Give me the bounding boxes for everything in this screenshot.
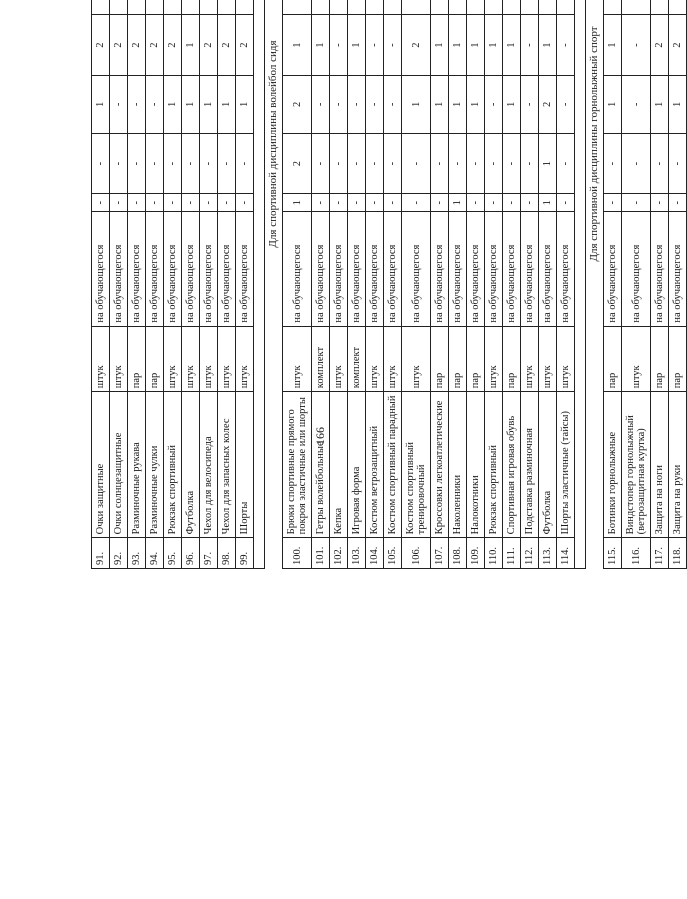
quantity-cell: - (521, 133, 539, 193)
quantity-cell (283, 0, 312, 15)
table-row (539, 0, 557, 569)
row-number-cell: 99. (236, 538, 254, 569)
quantity-cell: - (384, 75, 402, 133)
quantity-cell: - (521, 194, 539, 212)
quantity-cell: 1 (449, 194, 467, 212)
section-title: Для спортивной дисциплины волейбол сидя (265, 0, 283, 569)
unit-cell: пар (128, 326, 146, 392)
quantity-cell: - (128, 133, 146, 193)
quantity-cell: 2 (128, 15, 146, 75)
quantity-cell: - (236, 194, 254, 212)
basis-cell: на обучающегося (312, 212, 330, 326)
basis-cell: на обучающегося (449, 212, 467, 326)
quantity-cell: - (236, 133, 254, 193)
quantity-cell (110, 0, 128, 15)
row-number-cell: 103. (348, 538, 366, 569)
quantity-cell: - (366, 15, 384, 75)
rotated-table-container (91, 0, 683, 569)
basis-cell: на обучающегося (110, 212, 128, 326)
basis-cell: на обучающегося (485, 212, 503, 326)
unit-cell: штук (366, 326, 384, 392)
quantity-cell: - (312, 133, 330, 193)
quantity-cell: - (521, 15, 539, 75)
row-number-cell: 104. (366, 538, 384, 569)
quantity-cell: 1 (218, 75, 236, 133)
table-row (312, 0, 330, 569)
item-name-cell: Подставка разминочная (521, 392, 539, 538)
table-row (236, 0, 254, 569)
quantity-cell: - (651, 133, 669, 193)
quantity-cell: - (622, 194, 651, 212)
quantity-cell: - (557, 15, 575, 75)
table-row (128, 0, 146, 569)
unit-cell: штук (402, 326, 431, 392)
unit-cell: штук (200, 326, 218, 392)
quantity-cell: - (557, 133, 575, 193)
section-title: Для спортивной дисциплины горнолыжный спорт (586, 0, 604, 569)
quantity-cell: - (92, 194, 110, 212)
row-number-cell: 117. (651, 538, 669, 569)
quantity-cell: 1 (449, 75, 467, 133)
basis-cell: на обучающегося (622, 212, 651, 326)
basis-cell: на обучающегося (330, 212, 348, 326)
basis-cell: на обучающегося (366, 212, 384, 326)
basis-cell: на обучающегося (182, 212, 200, 326)
quantity-cell: 1 (182, 15, 200, 75)
item-name-cell: Брюки спортивные прямого покроя эластичные или шорты (283, 392, 312, 538)
quantity-cell: - (604, 194, 622, 212)
quantity-cell: 1 (164, 75, 182, 133)
quantity-cell: - (467, 133, 485, 193)
quantity-cell: - (651, 194, 669, 212)
quantity-cell: - (128, 194, 146, 212)
item-name-cell: Ботинки горнолыжные (604, 392, 622, 538)
table-row (521, 0, 539, 569)
table-row (200, 0, 218, 569)
quantity-cell: - (110, 75, 128, 133)
item-name-cell: Разминочные рукава (128, 392, 146, 538)
item-name-cell: Налокотники (467, 392, 485, 538)
spacer-cell (254, 0, 265, 569)
quantity-cell (604, 0, 622, 15)
basis-cell: на обучающегося (348, 212, 366, 326)
quantity-cell: - (330, 133, 348, 193)
item-name-cell: Рюкзак спортивный (485, 392, 503, 538)
quantity-cell: - (485, 194, 503, 212)
quantity-cell: 1 (182, 75, 200, 133)
quantity-cell: - (348, 133, 366, 193)
quantity-cell (651, 0, 669, 15)
table-row (402, 0, 431, 569)
quantity-cell: - (449, 133, 467, 193)
item-name-cell: Костюм ветрозащитный (366, 392, 384, 538)
quantity-cell: - (557, 75, 575, 133)
item-name-cell: Футболка (539, 392, 557, 538)
quantity-cell: 1 (348, 15, 366, 75)
unit-cell: пар (604, 326, 622, 392)
unit-cell: пар (146, 326, 164, 392)
basis-cell: на обучающегося (146, 212, 164, 326)
quantity-cell (431, 0, 449, 15)
unit-cell: пар (651, 326, 669, 392)
quantity-cell (557, 0, 575, 15)
quantity-cell: 2 (651, 15, 669, 75)
quantity-cell: 1 (283, 15, 312, 75)
quantity-cell (503, 0, 521, 15)
unit-cell: штук (384, 326, 402, 392)
quantity-cell (92, 0, 110, 15)
quantity-cell: 2 (669, 15, 687, 75)
quantity-cell (348, 0, 366, 15)
quantity-cell: 1 (604, 15, 622, 75)
row-number-cell: 95. (164, 538, 182, 569)
basis-cell: на обучающегося (557, 212, 575, 326)
row-number-cell: 106. (402, 538, 431, 569)
table-row (384, 0, 402, 569)
row-number-cell: 108. (449, 538, 467, 569)
quantity-cell: 2 (92, 15, 110, 75)
unit-cell: пар (669, 326, 687, 392)
row-number-cell: 98. (218, 538, 236, 569)
table-row (146, 0, 164, 569)
quantity-cell: - (330, 194, 348, 212)
item-name-cell: Спортивная игровая обувь (503, 392, 521, 538)
basis-cell: на обучающегося (539, 212, 557, 326)
table-row (92, 0, 110, 569)
row-number-cell: 115. (604, 538, 622, 569)
quantity-cell (622, 0, 651, 15)
table-row (164, 0, 182, 569)
table-row (218, 0, 236, 569)
table-row (366, 0, 384, 569)
quantity-cell: 1 (312, 15, 330, 75)
basis-cell: на обучающегося (164, 212, 182, 326)
quantity-cell: - (348, 194, 366, 212)
quantity-cell: - (604, 133, 622, 193)
quantity-cell: 2 (402, 15, 431, 75)
quantity-cell: 1 (539, 133, 557, 193)
quantity-cell (128, 0, 146, 15)
quantity-cell: - (485, 133, 503, 193)
quantity-cell: 2 (283, 75, 312, 133)
quantity-cell (218, 0, 236, 15)
quantity-cell: - (146, 133, 164, 193)
item-name-cell: Чехол для запасных колес (218, 392, 236, 538)
quantity-cell: - (485, 75, 503, 133)
quantity-cell: - (557, 194, 575, 212)
table-row (431, 0, 449, 569)
quantity-cell (200, 0, 218, 15)
quantity-cell: 1 (467, 15, 485, 75)
basis-cell: на обучающегося (604, 212, 622, 326)
quantity-cell: - (384, 15, 402, 75)
table-row (348, 0, 366, 569)
quantity-cell: 2 (164, 15, 182, 75)
quantity-cell (539, 0, 557, 15)
table-row (330, 0, 348, 569)
table-body (92, 0, 687, 569)
unit-cell: пар (431, 326, 449, 392)
unit-cell: штук (182, 326, 200, 392)
quantity-cell: - (503, 133, 521, 193)
table-row (622, 0, 651, 569)
quantity-cell: 1 (200, 75, 218, 133)
row-number-cell: 101. (312, 538, 330, 569)
quantity-cell: 1 (431, 15, 449, 75)
unit-cell: штук (622, 326, 651, 392)
table-row (669, 0, 687, 569)
item-name-cell: Чехол для велосипеда (200, 392, 218, 538)
quantity-cell: - (384, 133, 402, 193)
spacer-row (575, 0, 586, 569)
row-number-cell: 91. (92, 538, 110, 569)
row-number-cell: 96. (182, 538, 200, 569)
row-number-cell: 113. (539, 538, 557, 569)
item-name-cell: Костюм спортивный парадный (384, 392, 402, 538)
quantity-cell: - (218, 133, 236, 193)
basis-cell: на обучающегося (218, 212, 236, 326)
row-number-cell: 100. (283, 538, 312, 569)
basis-cell: на обучающегося (669, 212, 687, 326)
spacer-cell (575, 0, 586, 569)
quantity-cell: - (669, 133, 687, 193)
unit-cell: штук (92, 326, 110, 392)
quantity-cell: - (402, 194, 431, 212)
quantity-cell: - (146, 75, 164, 133)
quantity-cell: - (402, 133, 431, 193)
quantity-cell (164, 0, 182, 15)
item-name-cell: Гетры волейбольные (312, 392, 330, 538)
quantity-cell: 1 (283, 194, 312, 212)
table-row (467, 0, 485, 569)
unit-cell: пар (449, 326, 467, 392)
basis-cell: на обучающегося (236, 212, 254, 326)
basis-cell: на обучающегося (384, 212, 402, 326)
quantity-cell: 1 (402, 75, 431, 133)
row-number-cell: 111. (503, 538, 521, 569)
item-name-cell: Шорты эластичные (тайсы) (557, 392, 575, 538)
quantity-cell (366, 0, 384, 15)
quantity-cell: 2 (539, 75, 557, 133)
quantity-cell: 1 (539, 15, 557, 75)
table-row (485, 0, 503, 569)
item-name-cell: Очки защитные (92, 392, 110, 538)
unit-cell: штук (330, 326, 348, 392)
unit-cell: штук (557, 326, 575, 392)
quantity-cell: 2 (218, 15, 236, 75)
quantity-cell: - (330, 15, 348, 75)
quantity-cell: 1 (669, 75, 687, 133)
quantity-cell: - (200, 194, 218, 212)
quantity-cell: 2 (283, 133, 312, 193)
item-name-cell: Виндстопер горнолыжный (ветрозащитная куртка) (622, 392, 651, 538)
quantity-cell (182, 0, 200, 15)
unit-cell: пар (503, 326, 521, 392)
unit-cell: штук (164, 326, 182, 392)
table-row (503, 0, 521, 569)
quantity-cell: - (164, 133, 182, 193)
basis-cell: на обучающегося (651, 212, 669, 326)
quantity-cell: 2 (146, 15, 164, 75)
basis-cell: на обучающегося (200, 212, 218, 326)
quantity-cell: - (366, 75, 384, 133)
section-header-row (586, 0, 604, 569)
row-number-cell: 92. (110, 538, 128, 569)
quantity-cell: - (431, 133, 449, 193)
row-number-cell: 94. (146, 538, 164, 569)
quantity-cell: - (110, 194, 128, 212)
quantity-cell (146, 0, 164, 15)
quantity-cell: 1 (539, 194, 557, 212)
quantity-cell: 1 (485, 15, 503, 75)
quantity-cell: - (182, 133, 200, 193)
quantity-cell (669, 0, 687, 15)
quantity-cell: 1 (503, 15, 521, 75)
unit-cell: штук (236, 326, 254, 392)
row-number-cell: 97. (200, 538, 218, 569)
quantity-cell: - (384, 194, 402, 212)
quantity-cell: - (622, 75, 651, 133)
quantity-cell: - (622, 15, 651, 75)
section-header-row (265, 0, 283, 569)
item-name-cell: Защита на ноги (651, 392, 669, 538)
item-name-cell: Рюкзак спортивный (164, 392, 182, 538)
table-row (283, 0, 312, 569)
basis-cell: на обучающегося (521, 212, 539, 326)
quantity-cell: - (622, 133, 651, 193)
spacer-row (254, 0, 265, 569)
quantity-cell (402, 0, 431, 15)
quantity-cell (384, 0, 402, 15)
unit-cell: комплект (312, 326, 330, 392)
item-name-cell: Футболка (182, 392, 200, 538)
quantity-cell: - (521, 75, 539, 133)
quantity-cell: 2 (236, 15, 254, 75)
row-number-cell: 114. (557, 538, 575, 569)
quantity-cell: - (366, 133, 384, 193)
row-number-cell: 102. (330, 538, 348, 569)
quantity-cell: - (218, 194, 236, 212)
basis-cell: на обучающегося (128, 212, 146, 326)
quantity-cell: - (200, 133, 218, 193)
table-row (557, 0, 575, 569)
table-row (449, 0, 467, 569)
quantity-cell: - (348, 75, 366, 133)
item-name-cell: Игровая форма (348, 392, 366, 538)
basis-cell: на обучающегося (503, 212, 521, 326)
quantity-cell: - (669, 194, 687, 212)
quantity-cell: - (330, 75, 348, 133)
quantity-cell: 2 (200, 15, 218, 75)
table-row (182, 0, 200, 569)
quantity-cell: 2 (110, 15, 128, 75)
page-number: 166 (313, 427, 327, 445)
item-name-cell: Разминочные чулки (146, 392, 164, 538)
quantity-cell: - (146, 194, 164, 212)
quantity-cell (312, 0, 330, 15)
quantity-cell (236, 0, 254, 15)
unit-cell: пар (467, 326, 485, 392)
item-name-cell: Очки солнцезащитные (110, 392, 128, 538)
row-number-cell: 105. (384, 538, 402, 569)
quantity-cell: 1 (236, 75, 254, 133)
quantity-cell: 1 (449, 15, 467, 75)
quantity-cell: - (164, 194, 182, 212)
quantity-cell: - (110, 133, 128, 193)
item-name-cell: Кепка (330, 392, 348, 538)
row-number-cell: 116. (622, 538, 651, 569)
row-number-cell: 110. (485, 538, 503, 569)
row-number-cell: 112. (521, 538, 539, 569)
quantity-cell: - (182, 194, 200, 212)
item-name-cell: Костюм спортивный тренировочный (402, 392, 431, 538)
quantity-cell: - (503, 194, 521, 212)
unit-cell: штук (218, 326, 236, 392)
unit-cell: штук (521, 326, 539, 392)
quantity-cell: - (431, 194, 449, 212)
quantity-cell: - (312, 75, 330, 133)
quantity-cell: 1 (503, 75, 521, 133)
quantity-cell (467, 0, 485, 15)
quantity-cell: 1 (651, 75, 669, 133)
basis-cell: на обучающегося (431, 212, 449, 326)
quantity-cell (521, 0, 539, 15)
unit-cell: комплект (348, 326, 366, 392)
unit-cell: штук (283, 326, 312, 392)
quantity-cell (449, 0, 467, 15)
quantity-cell (330, 0, 348, 15)
equipment-table (91, 0, 687, 569)
quantity-cell: 1 (604, 75, 622, 133)
row-number-cell: 109. (467, 538, 485, 569)
table-row (651, 0, 669, 569)
quantity-cell: - (312, 194, 330, 212)
unit-cell: штук (539, 326, 557, 392)
table-row (110, 0, 128, 569)
row-number-cell: 93. (128, 538, 146, 569)
quantity-cell: - (366, 194, 384, 212)
basis-cell: на обучающегося (467, 212, 485, 326)
row-number-cell: 118. (669, 538, 687, 569)
item-name-cell: Шорты (236, 392, 254, 538)
quantity-cell: - (128, 75, 146, 133)
unit-cell: штук (110, 326, 128, 392)
basis-cell: на обучающегося (283, 212, 312, 326)
table-row (604, 0, 622, 569)
quantity-cell: 1 (431, 75, 449, 133)
quantity-cell: 1 (467, 75, 485, 133)
unit-cell: штук (485, 326, 503, 392)
quantity-cell: 1 (92, 75, 110, 133)
item-name-cell: Наколенники (449, 392, 467, 538)
basis-cell: на обучающегося (402, 212, 431, 326)
quantity-cell (485, 0, 503, 15)
item-name-cell: Кроссовки легкоатлетические (431, 392, 449, 538)
row-number-cell: 107. (431, 538, 449, 569)
item-name-cell: Защита на руки (669, 392, 687, 538)
basis-cell: на обучающегося (92, 212, 110, 326)
quantity-cell: - (92, 133, 110, 193)
quantity-cell: - (467, 194, 485, 212)
